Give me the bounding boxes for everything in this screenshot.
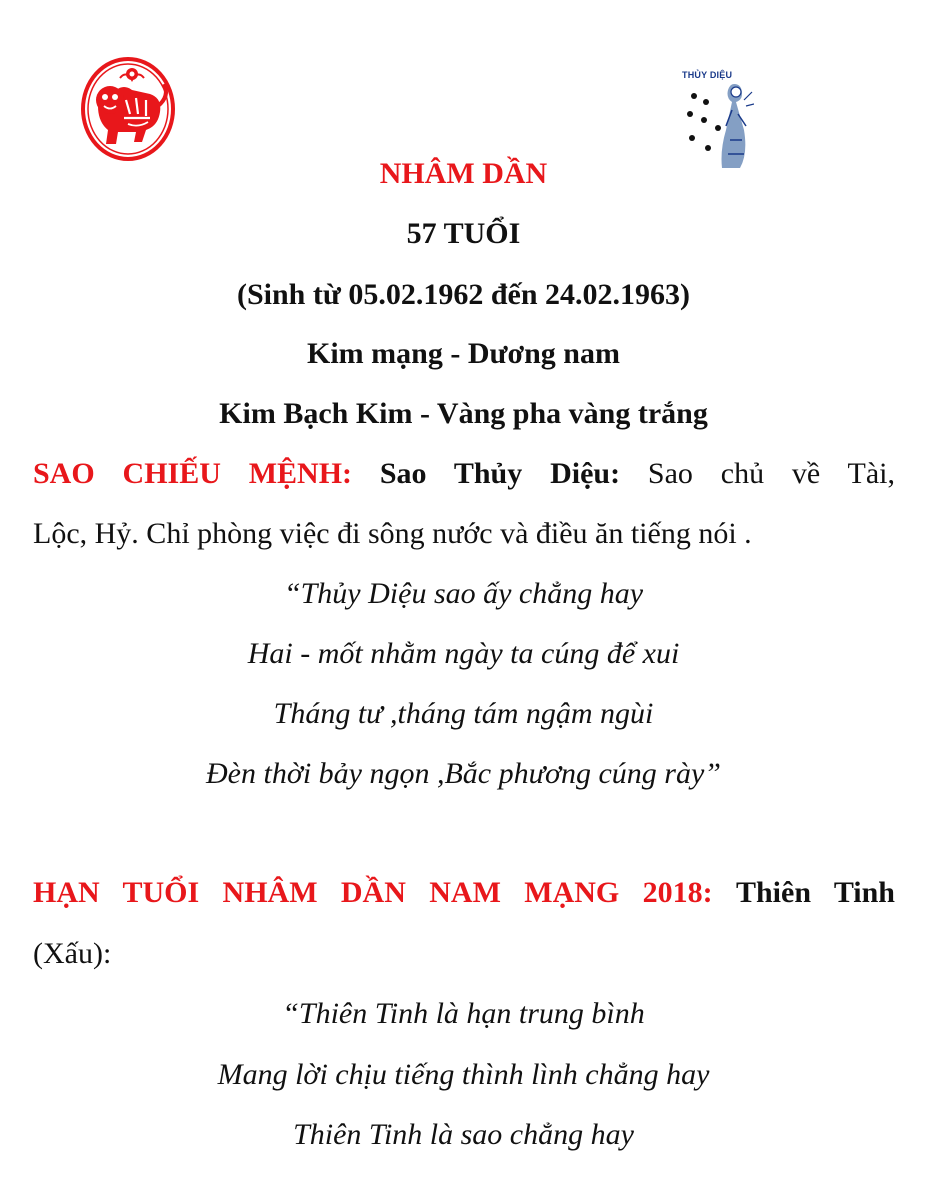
tiger-seal-logo [80, 56, 176, 162]
poem1-line: Đèn thời bảy ngọn ,Bắc phương cúng rày” [206, 757, 721, 790]
birth-range-line: (Sinh từ 05.02.1962 đến 24.02.1963) [236, 278, 691, 311]
poem2-line: Mang lời chịu tiếng thình lình chẳng hay [217, 1058, 710, 1091]
poem1-line: “Thủy Diệu sao ấy chẳng hay [283, 577, 644, 610]
han-tuoi-label: HẠN TUỔI NHÂM DẦN NAM MẠNG 2018: [33, 876, 713, 909]
thuy-dieu-label: THỦY DIỆU [682, 70, 733, 80]
star-description-start: Sao chủ về Tài, [647, 457, 896, 490]
poem1-line: Tháng tư ,tháng tám ngậm ngùi [273, 697, 654, 730]
sao-chieu-menh-line1 [33, 456, 895, 492]
poem1-line: Hai - mốt nhằm ngày ta cúng để xui [247, 637, 680, 670]
han-tuoi-line1 [33, 875, 895, 911]
element-detail-line: Kim Bạch Kim - Vàng pha vàng trắng [219, 397, 708, 430]
poem2-line: Thiên Tinh là sao chẳng hay [293, 1118, 634, 1151]
han-name: Thiên Tinh [735, 876, 895, 909]
han-note: (Xấu): [33, 937, 112, 970]
tiger-icon [80, 56, 176, 162]
star-name: Sao Thủy Diệu: [379, 457, 621, 490]
zodiac-title: NHÂM DẦN [379, 157, 548, 190]
poem2-line: “Thiên Tinh là hạn trung bình [282, 997, 645, 1030]
element-gender-line: Kim mạng - Dương nam [307, 337, 620, 370]
sao-chieu-menh-label: SAO CHIẾU MỆNH: [33, 457, 353, 490]
star-description-continuation: Lộc, Hỷ. Chỉ phòng việc đi sông nước và điều ăn tiếng nói . [33, 517, 752, 550]
age-line: 57 TUỔI [406, 217, 521, 250]
